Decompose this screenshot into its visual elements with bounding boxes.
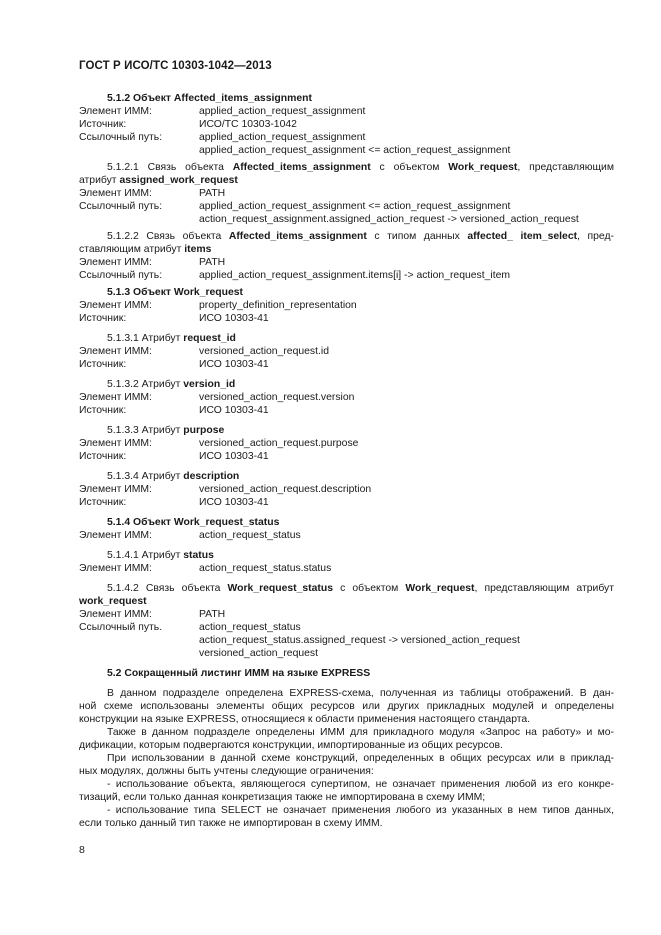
kv-value: PATH [199,188,226,199]
kv-value: applied_action_request_assignment <= action_request_assignment [199,145,511,156]
kv-value: versioned_action_request [199,648,318,659]
paragraph-line: - использование типа SELECT не означает применения любого из указанных в нем типов данных, [107,805,614,816]
kv-row [79,187,614,200]
paragraph-line: - использование объекта, являющегося супертипом, не означает применения любой из его конкре- [107,779,614,790]
kv-value: versioned_action_request.purpose [199,438,359,449]
entity-name: Work_request_status [227,583,333,594]
kv-row [79,450,614,463]
text: с типом данных [366,231,468,242]
kv-label: Источник: [79,313,127,324]
subsection-title-5-1-2-1 [79,161,614,174]
kv-label: Элемент ИММ: [79,530,152,541]
kv-label: Источник: [79,359,127,370]
attribute-name: status [183,550,214,561]
kv-label: Элемент ИММ: [79,392,152,403]
attribute-heading-purpose [79,424,614,437]
attribute-name: assigned_work_request [119,175,238,186]
entity-name: Affected_items_assignment [232,162,371,173]
text: 5.1.2.2 Связь объекта [107,231,229,242]
kv-row [79,213,614,226]
text: 5.1.3.4 Атрибут [107,471,184,482]
attribute-heading-request-id [79,332,614,345]
subsection-title-5-1-4-2 [79,582,614,595]
text: 5.1.4.1 Атрибут [107,550,184,561]
text: , представляющим [517,162,614,173]
list-item [79,778,614,804]
kv-row [79,299,614,312]
text: с объектом [333,583,406,594]
kv-row [79,437,614,450]
kv-value: versioned_action_request.version [199,392,355,403]
kv-row [79,358,614,371]
kv-label: Элемент ИММ: [79,346,152,357]
kv-value: action_request_status [199,622,301,633]
attribute-heading-description [79,470,614,483]
kv-row [79,105,614,118]
page-number: 8 [79,844,85,856]
kv-value: PATH [199,609,226,620]
kv-label: Элемент ИММ: [79,257,152,268]
paragraph [79,687,614,726]
kv-value: applied_action_request_assignment.items[i] -> action_request_item [199,270,511,281]
paragraph-line: В данном подразделе определена EXPRESS-схема, полученная из таблицы отображений. В дан- [107,688,614,699]
paragraph-line: дификации, которым подвергаются конструкции, импортированные из общих ресурсов. [79,740,503,751]
subsection-title-5-1-2-2-cont [79,243,614,256]
kv-row [79,144,614,157]
kv-row [79,312,614,325]
kv-value: ИСО 10303-41 [199,313,269,324]
kv-label: Элемент ИММ: [79,188,152,199]
text: , пред- [577,231,614,242]
paragraph-line: ных модулях, должны быть учтены следующие ограничения: [79,766,374,777]
text: 5.1.4.2 Связь объекта [107,583,228,594]
paragraph-line: если только данный тип также не импортирован в схему ИММ. [79,818,383,829]
kv-label: Источник: [79,119,127,130]
document-body [79,92,614,830]
type-name: affected_ item_select [467,231,578,242]
subsection-title-5-1-2-2 [79,230,614,243]
section-heading-5-2: 5.2 Сокращенный листинг ИММ на языке EXPRESS [107,668,371,679]
kv-label: Элемент ИММ: [79,563,152,574]
attribute-name: purpose [183,425,225,436]
kv-label: Источник: [79,405,127,416]
section-heading-5-1-4: 5.1.4 Объект Work_request_status [107,517,280,528]
kv-row [79,404,614,417]
attribute-heading-version-id [79,378,614,391]
kv-row [79,483,614,496]
kv-row [79,200,614,213]
text: 5.1.3.2 Атрибут [107,379,184,390]
entity-name: Work_request [448,162,518,173]
paragraph [79,752,614,778]
kv-value: applied_action_request_assignment [199,132,366,143]
kv-value: versioned_action_request.id [199,346,329,357]
paragraph-line: тизаций, если только данная конкретизация также не импортирована в схему ИММ; [79,792,486,803]
paragraph-line: Также в данном подразделе определены ИММ для прикладного модуля «Запрос на работу» и мо- [107,727,614,738]
kv-value: action_request_status [199,530,301,541]
kv-row [79,269,614,282]
paragraph [79,726,614,752]
attribute-name: request_id [183,333,236,344]
kv-value: applied_action_request_assignment [199,106,366,117]
kv-row [79,621,614,634]
kv-label: Ссылочный путь. [79,622,163,633]
kv-value: ИСО 10303-41 [199,359,269,370]
kv-label: Ссылочный путь: [79,132,163,143]
entity-name: Affected_items_assignment [228,231,367,242]
section-heading-5-1-2: 5.1.2 Объект Affected_items_assignment [107,93,312,104]
attribute-name: version_id [183,379,236,390]
attribute-name: items [184,244,212,255]
kv-row [79,391,614,404]
subsection-title-5-1-2-1-cont [79,174,614,187]
text: с объектом [370,162,449,173]
standard-header: ГОСТ Р ИСО/ТС 10303-1042—2013 [79,60,272,72]
section-heading-5-1-3: 5.1.3 Объект Work_request [107,287,243,298]
paragraph-line: При использовании в данной схеме конструкций, определенных в общих ресурсах или в приклад- [107,753,614,764]
kv-value: ИСО/ТС 10303-1042 [199,119,297,130]
kv-row [79,608,614,621]
paragraph-line: конструкции на языке EXPRESS, относящиеся к области применения настоящего стандарта. [79,714,531,725]
kv-value: ИСО 10303-41 [199,497,269,508]
kv-value: property_definition_representation [199,300,357,311]
kv-label: Элемент ИММ: [79,484,152,495]
kv-row [79,345,614,358]
kv-value: PATH [199,257,226,268]
kv-label: Элемент ИММ: [79,438,152,449]
kv-value: action_request_status.assigned_request -> versioned_action_request [199,635,520,646]
list-item [79,804,614,830]
kv-row [79,131,614,144]
text: 5.1.2.1 Связь объекта [107,162,233,173]
kv-row [79,529,614,542]
attribute-name: description [183,471,240,482]
kv-value: versioned_action_request.description [199,484,372,495]
kv-label: Источник: [79,497,127,508]
kv-value: action_request_assignment.assigned_action_request -> versioned_action_request [199,214,579,225]
text: , представляющим атрибут [474,583,615,594]
text: 5.1.3.3 Атрибут [107,425,184,436]
kv-label: Элемент ИММ: [79,609,152,620]
paragraph-line: ной схеме использованы элементы общих ресурсов или других прикладных модулей и определены [79,701,614,712]
kv-value: ИСО 10303-41 [199,405,269,416]
kv-value: ИСО 10303-41 [199,451,269,462]
kv-row [79,647,614,660]
kv-label: Источник: [79,451,127,462]
kv-label: Ссылочный путь: [79,201,163,212]
kv-row [79,496,614,509]
attribute-heading-status [79,549,614,562]
kv-row [79,634,614,647]
kv-value: action_request_status.status [199,563,332,574]
entity-name: Work_request [405,583,475,594]
kv-label: Ссылочный путь: [79,270,163,281]
text: 5.1.3.1 Атрибут [107,333,184,344]
text: атрибут [79,175,120,186]
attribute-name: work_request [79,596,147,607]
kv-row [79,118,614,131]
kv-label: Элемент ИММ: [79,106,152,117]
text: ставляющим атрибут [79,244,185,255]
kv-label: Элемент ИММ: [79,300,152,311]
kv-row [79,256,614,269]
kv-row [79,562,614,575]
kv-value: applied_action_request_assignment <= action_request_assignment [199,201,511,212]
